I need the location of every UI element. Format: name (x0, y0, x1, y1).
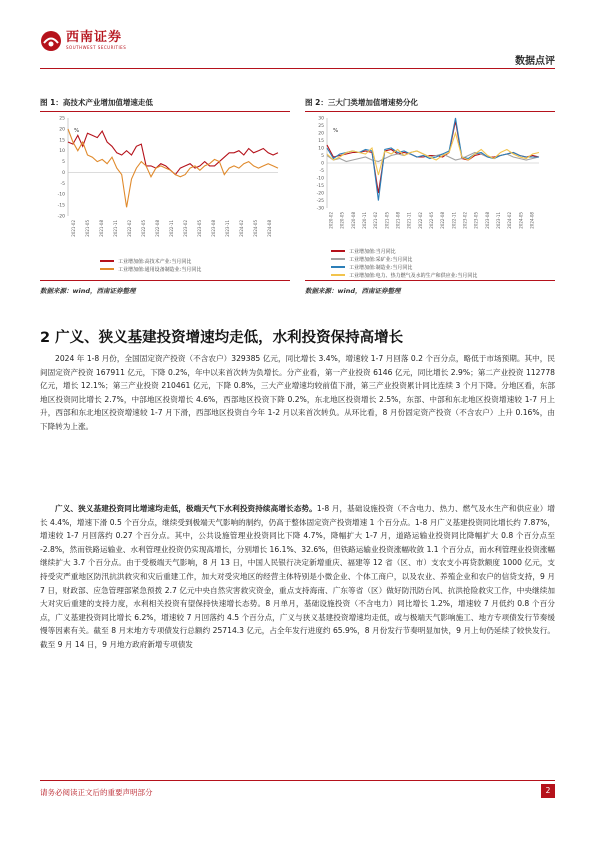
y-tick-label: 25 (59, 116, 65, 122)
brand-logo (40, 30, 126, 52)
x-tick-label: 2022-11 (169, 220, 174, 237)
y-tick-label: 10 (59, 149, 65, 155)
footer-disclaimer: 请务必阅读正文后的重要声明部分 (40, 788, 153, 797)
figure-2-legend (331, 247, 477, 279)
x-tick-label: 2023-08 (211, 220, 216, 237)
series-line (327, 121, 539, 193)
x-tick-label: 2024-08 (529, 212, 535, 229)
x-tick-label: 2022-02 (417, 212, 423, 229)
x-tick-label: 2022-02 (127, 220, 132, 237)
x-tick-label: 2024-02 (239, 220, 244, 237)
y-tick-label: -15 (316, 184, 324, 189)
paragraph-1-text: 2024 年 1-8 月份，全国固定资产投资（不含农户）329385 亿元，同比增长 3.4%，增速较 1-7 月回落 0.2 个百分点，略低于市场预期。其中，民间固定资产投资 167911 亿元，下降 0.2%，年中以来首次转为负增长。分产业看，第一产业投资 6146 亿元，同比增长 2.9%；第二产业投资 112778 亿元，增长 12.1%；第三产业投资 210461 亿元，下降 0.8%，三大产业增速均较前值下滑，第三产业投资累计同比连续 3 个月下降。分地区看，东部地区投资同比增长 2.7%，中部地区投资增长 4.6%，西部地区投资下降 0.2%，东北地区投资增长 2.5%，东部、中部和东北地区投资增速较 1-7 月上升，西部和东北地区投资增速较 1-7 月下滑，西部地区投资自今年 1-2 月以来首次转负。从环比看，8 月份固定资产投资（不含农户）上升 0.16%，由下降转为上涨。 (40, 354, 555, 431)
figure-1-legend (100, 257, 201, 273)
legend-swatch (331, 266, 345, 268)
y-tick-label: 20 (318, 131, 324, 137)
y-tick-label: -10 (316, 176, 324, 182)
legend-label: 工业增加值:电力、热力燃气及水的生产和供应业:当月同比 (349, 272, 478, 279)
brand-name: 西南证券 (66, 30, 123, 45)
x-tick-label: 2022-05 (141, 220, 146, 237)
x-tick-label: 2020-08 (350, 212, 356, 229)
x-tick-label: 2023-11 (495, 212, 501, 229)
x-tick-label: 2020-02 (328, 212, 334, 229)
x-tick-label: 2021-02 (373, 212, 379, 229)
header-divider (40, 68, 555, 69)
y-tick-label: 0 (321, 161, 324, 167)
y-tick-label: 15 (318, 139, 324, 144)
y-tick-label: -30 (316, 206, 324, 212)
x-tick-label: 2020-05 (339, 212, 345, 229)
figure-1-chart (40, 112, 290, 247)
y-tick-label: 25 (318, 124, 324, 129)
x-tick-label: 2023-05 (473, 212, 479, 229)
x-tick-label: 2021-08 (99, 220, 104, 237)
legend-swatch (331, 250, 345, 252)
x-tick-label: 2021-08 (395, 212, 401, 229)
y-tick-label: -25 (316, 199, 324, 204)
x-tick-label: 2022-08 (440, 212, 446, 229)
legend-item (331, 271, 477, 279)
series-line (68, 131, 278, 175)
x-tick-label: 2023-05 (197, 220, 202, 237)
paragraph-2 (40, 502, 555, 652)
series-line (327, 118, 539, 201)
x-tick-label: 2020-11 (362, 212, 368, 229)
y-tick-label: 20 (59, 127, 65, 133)
x-tick-label: 2021-11 (406, 212, 412, 229)
x-tick-label: 2024-05 (253, 220, 258, 237)
legend-swatch (100, 260, 114, 262)
brand-name-en: SOUTHWEST SECURITIES (66, 45, 127, 50)
legend-label: 工业增加值:当月同比 (349, 248, 396, 255)
legend-item (100, 265, 201, 273)
legend-swatch (100, 268, 114, 270)
y-tick-label: 15 (59, 138, 65, 144)
figure-1 (40, 97, 290, 302)
y-tick-label: 5 (321, 154, 324, 159)
paragraph-1 (40, 352, 555, 434)
x-tick-label: 2021-05 (384, 212, 390, 229)
x-tick-label: 2023-02 (462, 212, 468, 229)
y-tick-label: -5 (319, 169, 324, 174)
x-tick-label: 2022-05 (429, 212, 434, 229)
page-header (40, 30, 555, 70)
page-number: 2 (541, 784, 555, 798)
y-tick-label: -10 (57, 192, 65, 198)
legend-label: 工业增加值:高技术产业:当月同比 (118, 258, 192, 265)
figure-1-title: 图 1：高技术产业增加值增速走低 (40, 98, 153, 107)
y-tick-label: 5 (62, 160, 65, 166)
paragraph-2-lead: 广义、狭义基建投资同比增速均走低，极端天气下水利投资持续高增长态势。 (55, 504, 317, 513)
paragraph-2-body: 1-8 月，基础设施投资（不含电力、热力、燃气及水生产和供应业）增长 4.4%，增速下滑 0.5 个百分点，继续受到极端天气影响的制约，仍高于整体固定资产投资增速 1 个百分点。1-8 月广义基建投资同比增长约 7.87%，增速较 1-7 月回落约 0.27 个百分点。其中，公共设施管理业投资同比下降 4.7%，降幅扩大 1-7 月，道路运输业投资同比降幅扩大 0.8 个百分点至 -2.8%，然而铁路运输业、水利管理业投资仍实现高增长，分别增长 16.1%、32.6%，但铁路运输业投资涨幅收敛 1.1 个百分点，而水利管理业投资涨幅继续扩大 3.7 个百分点。由于受极端天气影响，8 月 13 日，中国人民银行决定新增重庆、福建等 12 省（区、市）支农支小再贷款额度 1000 亿元，支持受灾严重地区防汛抗洪救灾和灾后重建工作，加大对受灾地区的经营主体特别是小微企业、个体工商户，以及农业、养殖企业和农户的信贷支持，9 月 7 日，财政部、应急管理部紧急预拨 2.7 亿元中央自然灾害救灾资金，重点支持海南、广东等省（区）做好防汛防台风、抗洪抢险救灾工作，中央继续加大对灾后重建的支持力度，水利相关投资有望保持快速增长态势。8 月单月，基础设施投资（不含电力）同比增长 1.2%，增速较 7 月低约 0.8 个百分点，广义基建投资同比增长 6.2%，增速较 7 月回落约 4.5 个百分点，广义与狭义基建投资增速均走低，或与极端天气影响施工、地方专项债发行节奏缓慢等因素有关。截至 8 月末地方专项债发行总额约 25714.3 亿元，占全年发行进度约 65.9%，8 月份发行节奏明显加快，9 月上旬仍延续了较快发行。截至 9 月 14 日，9 月地方政府新增专项债发 (40, 504, 555, 649)
legend-item (331, 263, 477, 271)
paragraph-2-text (40, 502, 555, 652)
y-tick-label: -5 (60, 181, 65, 187)
legend-swatch (331, 274, 345, 276)
figure-1-source: 数据来源：wind，西南证券整理 (40, 287, 136, 295)
x-tick-label: 2023-11 (225, 220, 230, 237)
x-tick-label: 2022-08 (155, 220, 160, 237)
y-tick-label: 10 (318, 146, 324, 152)
legend-item (331, 255, 477, 263)
x-tick-label: 2024-05 (518, 212, 524, 229)
legend-label: 工业增加值:采矿业:当月同比 (349, 256, 413, 263)
x-tick-label: 2024-08 (267, 220, 272, 237)
section-title: 2 广义、狭义基建投资增速均走低，水利投资保持高增长 (40, 330, 404, 346)
y-tick-label: -20 (57, 214, 65, 220)
legend-label: 工业增加值:制造业:当月同比 (349, 264, 413, 271)
y-tick-label: 0 (62, 170, 65, 176)
legend-swatch (331, 258, 345, 260)
x-tick-label: 2024-02 (507, 212, 513, 229)
logo-icon (40, 30, 62, 52)
x-tick-label: 2021-02 (71, 220, 76, 237)
y-tick-label: -15 (57, 203, 65, 209)
y-tick-label: -20 (316, 191, 324, 197)
x-tick-label: 2021-05 (85, 220, 90, 237)
legend-label: 工业增加值:通用设备制造业:当月同比 (118, 266, 202, 273)
x-tick-label: 2023-08 (484, 212, 490, 229)
x-tick-label: 2022-11 (451, 212, 457, 229)
legend-item (331, 247, 477, 255)
figure-2-chart (305, 112, 555, 252)
y-tick-label: 30 (318, 116, 324, 122)
footer-divider (40, 780, 555, 781)
figure-2-title: 图 2：三大门类增加值增速势分化 (305, 98, 418, 107)
unit-label: % (333, 128, 339, 134)
x-tick-label: 2021-11 (113, 220, 118, 237)
figure-2-bottom-divider (305, 280, 555, 281)
figure-2 (305, 97, 555, 302)
figure-1-bottom-divider (40, 280, 290, 281)
legend-item (100, 257, 201, 265)
unit-label: % (74, 128, 80, 134)
report-type: 数据点评 (515, 56, 555, 67)
figure-2-source: 数据来源：wind，西南证券整理 (305, 287, 401, 295)
x-tick-label: 2023-02 (183, 220, 188, 237)
series-line (68, 129, 278, 207)
